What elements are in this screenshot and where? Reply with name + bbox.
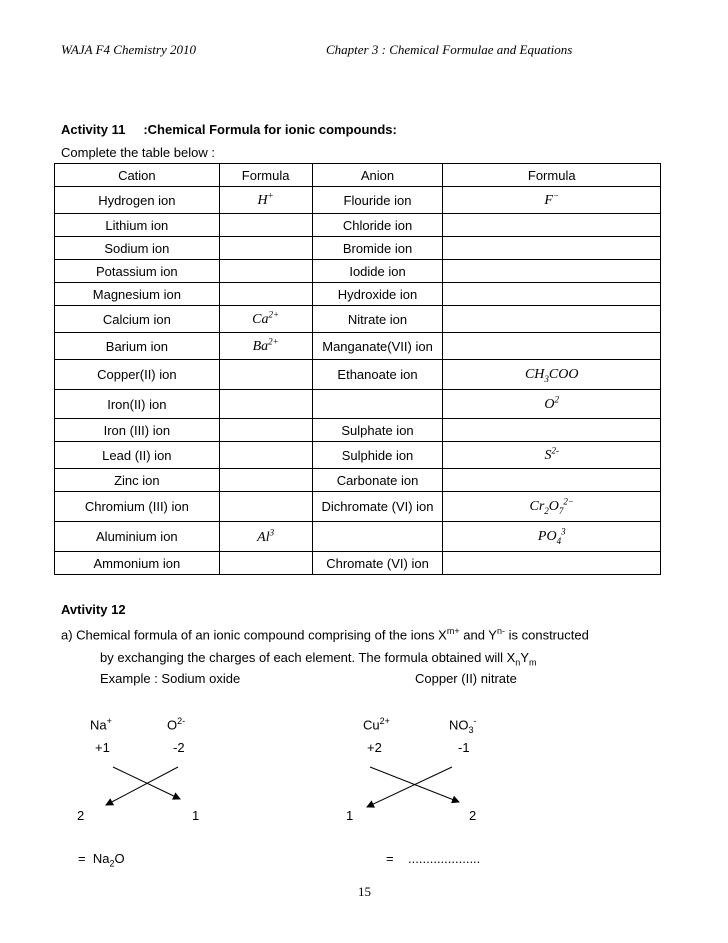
formula-charge: 2− bbox=[563, 496, 574, 507]
arrow-no3-to-left bbox=[367, 767, 452, 807]
anion-cell: Ethanoate ion bbox=[312, 360, 443, 390]
formula-symbol: Al bbox=[257, 529, 270, 545]
ion-no3: $NO_3^-$ bbox=[449, 716, 477, 735]
activity12-title: Avtivity 12 bbox=[61, 602, 126, 617]
activity12-line1: a) Chemical formula of an ionic compound comprising of the ions $X^{m+}$ and $Y^{n-}$ is constructed bbox=[61, 626, 589, 643]
formula-subscript: 7 bbox=[558, 506, 564, 517]
formula-subscript: 2 bbox=[544, 506, 549, 517]
col-header-formula-1: Formula bbox=[219, 164, 312, 187]
anion-cell: Sulphate ion bbox=[312, 419, 443, 442]
formula-symbol: Ca bbox=[252, 312, 269, 328]
activity11-instruction: Complete the table below : bbox=[61, 145, 215, 160]
anion-cell: Dichromate (VI) ion bbox=[312, 492, 443, 522]
arrow-o-to-left bbox=[106, 767, 178, 805]
formula-symbol: O bbox=[544, 397, 555, 413]
example-sodium-oxide-label: Example : Sodium oxide bbox=[100, 671, 241, 686]
anion-cell: Nitrate ion bbox=[312, 306, 443, 333]
header-left: WAJA F4 Chemistry 2010 bbox=[61, 42, 196, 57]
cation-cell: Iron(II) ion bbox=[55, 390, 220, 419]
formula-symbol: Cr bbox=[529, 499, 545, 515]
anion-cell: Manganate(VII) ion bbox=[312, 333, 443, 360]
activity11-label: Activity 11 bbox=[61, 122, 126, 137]
formula-symbol: F bbox=[544, 193, 553, 209]
formula-charge: 3 bbox=[269, 527, 275, 538]
charge-na: +1 bbox=[95, 740, 110, 755]
result-cu: 1 bbox=[346, 808, 354, 823]
cation-cell: Hydrogen ion bbox=[55, 187, 220, 214]
formula-symbol: CH bbox=[524, 366, 545, 382]
formula-charge: 2- bbox=[551, 445, 559, 456]
cation-cell: Copper(II) ion bbox=[55, 360, 220, 390]
answer-copper-nitrate: = .................... bbox=[386, 851, 481, 866]
col-header-cation: Cation bbox=[55, 164, 220, 187]
formula-symbol: PO bbox=[537, 529, 557, 545]
formula-charge: − bbox=[552, 190, 560, 201]
activity12-line2: by exchanging the charges of each element. The formula obtained will $X_nY_m$ bbox=[100, 650, 537, 668]
cation-cell: Aluminium ion bbox=[55, 522, 220, 552]
header-right: Chapter 3 : Chemical Formulae and Equations bbox=[326, 42, 573, 57]
ion-na: Na+ bbox=[90, 716, 112, 733]
result-no3: 2 bbox=[469, 808, 477, 823]
answer-sodium-oxide: = $Na_2O$ bbox=[78, 851, 125, 869]
cation-cell: Ammonium ion bbox=[55, 552, 220, 575]
cation-cell: Iron (III) ion bbox=[55, 419, 220, 442]
charge-cu: +2 bbox=[367, 740, 382, 755]
anion-cell: Iodide ion bbox=[312, 260, 443, 283]
ion-o: $O^{2-}$ bbox=[167, 716, 186, 733]
col-header-formula-2: Formula bbox=[443, 164, 661, 187]
cation-cell: Potassium ion bbox=[55, 260, 220, 283]
formula-subscript: 4 bbox=[556, 536, 562, 547]
cation-cell: Magnesium ion bbox=[55, 283, 220, 306]
anion-cell: Chloride ion bbox=[312, 214, 443, 237]
anion-cell: Sulphide ion bbox=[312, 442, 443, 469]
formula-symbol: O bbox=[548, 499, 559, 515]
cation-cell: Lithium ion bbox=[55, 214, 220, 237]
cation-cell: Barium ion bbox=[55, 333, 220, 360]
anion-cell: Flouride ion bbox=[312, 187, 443, 214]
activity11-subtitle: :Chemical Formula for ionic compounds: bbox=[143, 122, 397, 137]
result-na: 2 bbox=[77, 808, 85, 823]
charge-no3: -1 bbox=[458, 740, 470, 755]
cation-cell: Sodium ion bbox=[55, 237, 220, 260]
cation-cell: Chromium (III) ion bbox=[55, 492, 220, 522]
col-header-anion: Anion bbox=[312, 164, 443, 187]
cation-cell: Zinc ion bbox=[55, 469, 220, 492]
ion-cu: $Cu^{2+}$ bbox=[363, 716, 390, 733]
example-copper-nitrate-label: Copper (II) nitrate bbox=[415, 671, 517, 686]
formula-symbol: S bbox=[544, 448, 552, 464]
formula-symbol: Ba bbox=[252, 339, 269, 355]
anion-cell: Carbonate ion bbox=[312, 469, 443, 492]
formula-charge: 3 bbox=[561, 526, 566, 537]
formula-symbol: H bbox=[257, 193, 268, 209]
cation-cell: Calcium ion bbox=[55, 306, 220, 333]
formula-subscript: 3 bbox=[544, 373, 549, 384]
formula-charge: 2+ bbox=[268, 336, 279, 347]
formula-charge: 2+ bbox=[268, 309, 280, 320]
anion-cell: Hydroxide ion bbox=[312, 283, 443, 306]
cation-cell: Lead (II) ion bbox=[55, 442, 220, 469]
charge-o: -2 bbox=[173, 740, 185, 755]
formula-charge: + bbox=[267, 190, 274, 201]
result-o: 1 bbox=[192, 808, 200, 823]
formula-symbol: COO bbox=[548, 366, 579, 382]
formula-charge: 2 bbox=[554, 394, 560, 405]
page-number: 15 bbox=[358, 884, 371, 899]
anion-cell: Bromide ion bbox=[312, 237, 443, 260]
anion-cell: Chromate (VI) ion bbox=[312, 552, 443, 575]
